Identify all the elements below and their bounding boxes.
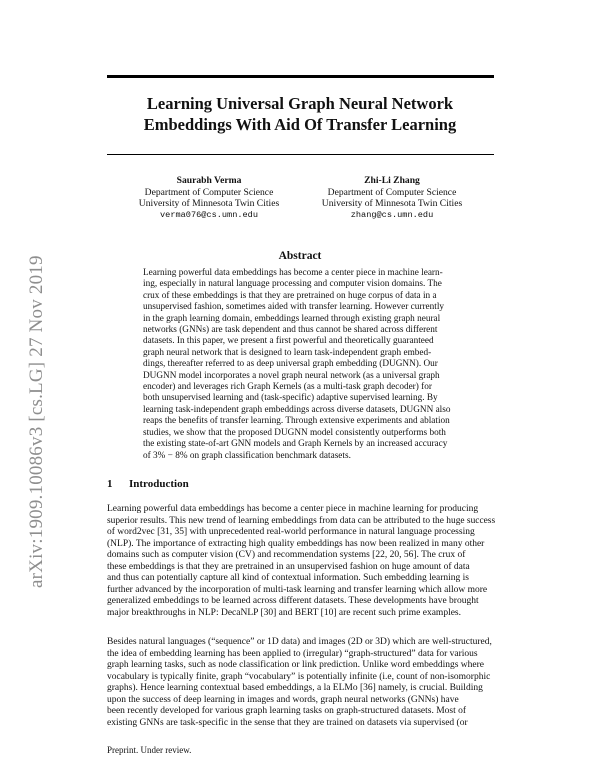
title-line-2: Embeddings With Aid Of Transfer Learning bbox=[143, 115, 457, 134]
text-line: dings, thereafter referred to as deep universal graph embedding (DUGNN). Our bbox=[143, 359, 438, 370]
text-line: the existing state-of-art GNN models and Graph Kernels by an increased accuracy bbox=[143, 439, 448, 450]
author-dept: Department of Computer Science bbox=[327, 186, 457, 198]
text-line: both unsupervised learning and (task-specific) adaptive supervised learning. By bbox=[143, 393, 438, 404]
text-line: in the graph learning domain, embeddings learned through existing graph neural bbox=[143, 313, 441, 324]
text-line: domains such as computer vision (CV) and recommendation systems [22, 20, 56]. The crux of bbox=[107, 550, 466, 561]
text-line: datasets. In this paper, we present a first powerful and theoretically guaranteed bbox=[143, 336, 434, 347]
text-line: graph neural network that is designed to learn task-independent graph embed- bbox=[143, 347, 432, 358]
text-line: existing GNNs are task-specific in the sense that they are trained on datasets via supervised (or bbox=[107, 717, 468, 728]
text-line: unsupervised fashion, sometimes aided with transfer learning. However currently bbox=[143, 302, 445, 313]
text-line: of word2vec [31, 35] with unprecedented real-world performance in natural language processing bbox=[107, 527, 475, 538]
abstract-body bbox=[143, 268, 461, 462]
author-dept: Department of Computer Science bbox=[144, 186, 274, 198]
title-top-rule bbox=[107, 75, 494, 78]
author-email: zhang@cs.umn.edu bbox=[350, 209, 434, 220]
text-line: superior results. This new trend of learning embeddings from data can be attributed to the huge success bbox=[107, 515, 496, 526]
paper-title bbox=[100, 93, 500, 135]
text-line: encoder) and leverages rich Graph Kernels (as a multi-task graph decoder) for bbox=[143, 382, 432, 393]
abstract-heading: Abstract bbox=[278, 250, 322, 262]
title-line-1: Learning Universal Graph Neural Network bbox=[146, 94, 454, 113]
title-bottom-rule bbox=[107, 154, 494, 155]
text-line: Learning powerful data embeddings has become a center piece in machine learn- bbox=[143, 268, 443, 278]
text-line: learning task-independent graph embeddings across diverse datasets, DUGNN also bbox=[143, 404, 451, 415]
text-line: reaps the benefits of transfer learning. Through extensive experiments and ablation bbox=[143, 416, 450, 427]
text-line: further advanced by the incorporation of multi-task learning and transfer learning which allow more bbox=[107, 584, 488, 595]
text-line: of 3% − 8% on graph classification benchmark datasets. bbox=[143, 450, 351, 461]
text-line: these embeddings is that they are pretrained in an unsupervised fashion on huge amount of data bbox=[107, 561, 470, 572]
text-line: crux of these embeddings is that they are pretrained on huge corpus of data in a bbox=[143, 290, 437, 301]
text-line: vocabulary is typically finite, graph “vocabulary” is potentially infinite (i.e, count of non-isomorphic bbox=[107, 671, 491, 682]
text-line: graphs). Hence learning contextual based embeddings, a la ELMo [36] namely, is crucial. Building bbox=[107, 683, 483, 694]
author-name: Saurabh Verma bbox=[176, 175, 242, 186]
author-university: University of Minnesota Twin Cities bbox=[321, 198, 463, 209]
author-block-2 bbox=[282, 175, 502, 221]
author-name: Zhi-Li Zhang bbox=[364, 175, 420, 186]
author-email: verma076@cs.umn.edu bbox=[160, 209, 258, 220]
section-heading bbox=[107, 478, 189, 490]
text-line: graph learning tasks, such as node classification or link prediction. Unlike word embeddings where bbox=[107, 660, 484, 671]
section-title: Introduction bbox=[129, 478, 189, 490]
footer-note: Preprint. Under review. bbox=[107, 745, 192, 755]
text-line: major breakthroughs in NLP: DecaNLP [30] and BERT [10] are recent such prime examples. bbox=[107, 607, 461, 618]
text-line: DUGNN model incorporates a novel graph neural network (as a universal graph bbox=[143, 370, 440, 381]
text-line: studies, we show that the proposed DUGNN model consistently outperforms both bbox=[143, 427, 446, 438]
text-line: ing, especially in natural language processing and computer vision domains. The bbox=[143, 279, 442, 290]
text-line: Besides natural languages (“sequence” or 1D data) and images (2D or 3D) which are well-structured, bbox=[107, 637, 492, 647]
text-line: and thus can potentially capture all kind of contextual information. Such embedding learning is bbox=[107, 573, 469, 584]
text-line: networks (GNNs) are task dependent and thus cannot be shared across different bbox=[143, 325, 438, 336]
text-line: generalized embeddings to be learned across different datasets. These developments have brought bbox=[107, 596, 479, 607]
section-number: 1 bbox=[107, 478, 113, 490]
intro-paragraph-1 bbox=[107, 504, 495, 619]
author-university: University of Minnesota Twin Cities bbox=[138, 198, 280, 209]
text-line: (NLP). The importance of extracting high quality embeddings has now been realized in many other bbox=[107, 538, 485, 549]
text-line: been recently developed for various graph learning tasks on graph-structured datasets. Most of bbox=[107, 706, 467, 717]
arxiv-sidebar-stamp: arXiv:1909.10086v3 [cs.LG] 27 Nov 2019 bbox=[26, 255, 47, 588]
intro-paragraph-2 bbox=[107, 637, 495, 729]
text-line: upon the success of deep learning in images and words, graph neural networks (GNNs) have bbox=[107, 694, 459, 705]
text-line: the idea of embedding learning has been applied to (irregular) “graph-structured” data for various bbox=[107, 648, 478, 659]
text-line: Learning powerful data embeddings has become a center piece in machine learning for producing bbox=[107, 504, 479, 514]
